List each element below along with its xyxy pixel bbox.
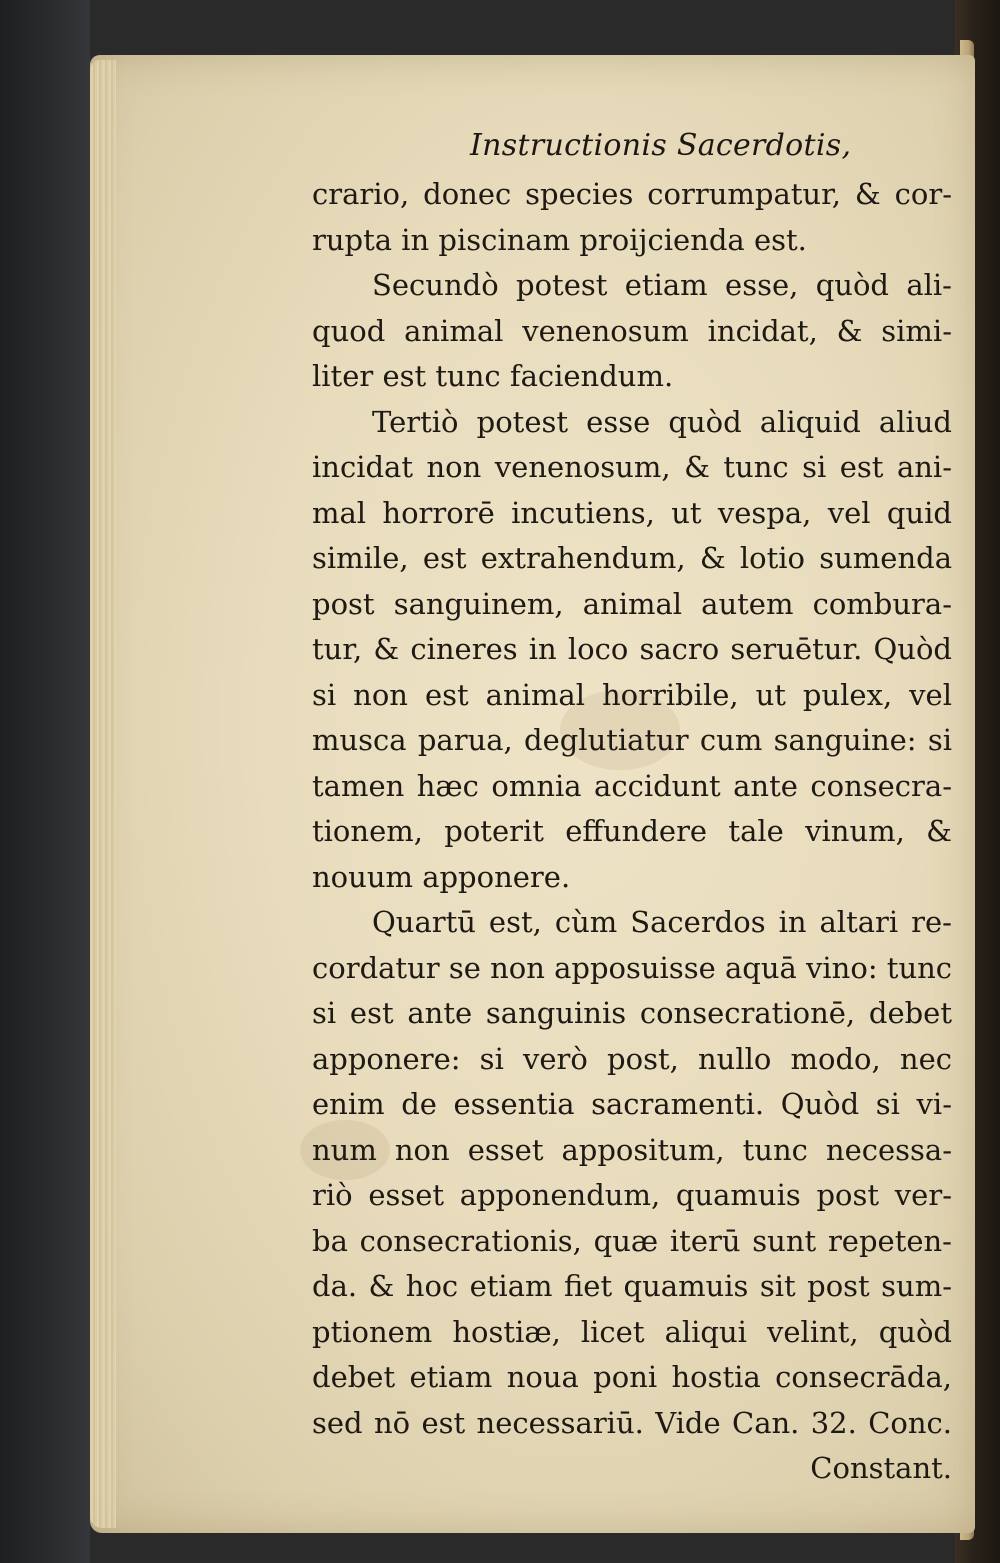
text-line: post sanguinem, animal autem combura- (312, 586, 952, 621)
text-line: Secundò potest etiam esse, quòd ali- (372, 268, 952, 302)
text-line: tionem, poterit effundere tale vinum, & (312, 814, 952, 848)
text-line: cordatur se non apposuisse aquā vino: tunc (312, 950, 953, 985)
text-line: crario, donec species corrumpatur, & cor- (312, 177, 952, 211)
text-line: da. & hoc etiam fiet quamuis sit post sum- (312, 1269, 952, 1303)
text-line: mal horrorē incutiens, ut vespa, vel quid (312, 495, 952, 530)
text-line: si est ante sanguinis consecrationē, debet (312, 996, 952, 1030)
text-line: liter est tunc faciendum. (312, 359, 674, 393)
text-line: incidat non venenosum, & tunc si est ani- (312, 450, 952, 484)
text-line: quod animal venenosum incidat, & simi- (312, 313, 952, 348)
background-left (0, 0, 90, 1563)
text-line: ptionem hostiæ, licet aliqui velint, quòd (312, 1314, 952, 1349)
catchword: Constant. (810, 1451, 952, 1485)
text-line: ba consecrationis, quæ iterū sunt repeten- (312, 1223, 952, 1258)
text-line: tamen hæc omnia accidunt ante consecra- (312, 768, 952, 803)
text-line: Quartū est, cùm Sacerdos in altari re- (372, 905, 952, 939)
text-line: nouum apponere. (312, 859, 571, 894)
text-line: si non est animal horribile, ut pulex, vel (312, 677, 952, 712)
text-line: Tertiò potest esse quòd aliquid aliud (372, 404, 952, 439)
text-line: musca parua, deglutiatur cum sanguine: si (312, 723, 952, 757)
text-line: simile, est extrahendum, & lotio sumenda (312, 541, 952, 575)
text-line: riò esset apponendum, quamuis post ver- (312, 1178, 952, 1212)
text-line: rupta in piscinam proijcienda est. (312, 222, 807, 257)
body-text (312, 172, 952, 1492)
text-line: num non esset appositum, tunc necessa- (312, 1132, 952, 1167)
running-header: Instructionis Sacerdotis, (470, 128, 852, 163)
page-fore-edge (90, 60, 116, 1528)
text-line: debet etiam noua poni hostia consecrāda, (312, 1360, 952, 1394)
text-line: enim de essentia sacramenti. Quòd si vi- (312, 1087, 952, 1121)
text-line: apponere: si verò post, nullo modo, nec (312, 1041, 952, 1076)
text-line: sed nō est necessariū. Vide Can. 32. Conc. (312, 1405, 952, 1440)
text-line: tur, & cineres in loco sacro seruētur. Quòd (312, 632, 952, 666)
